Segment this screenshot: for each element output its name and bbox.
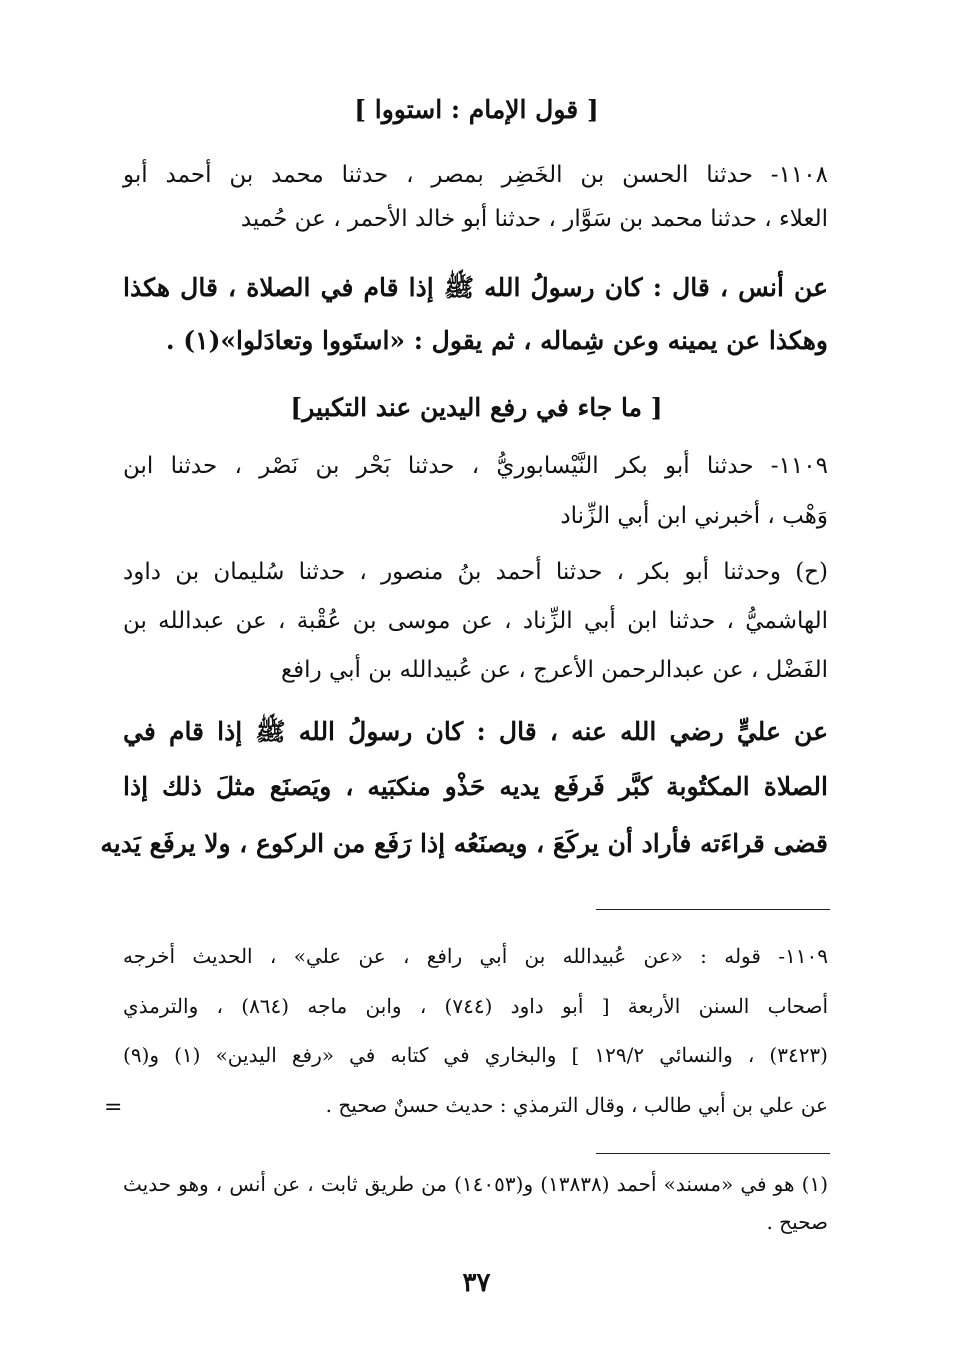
hadith-1109-matn-line-2: الصلاة المكتُوبة كبَّر فَرفَع يديه حَذْو منكبَيه ، ويَصنَع مثلَ ذلك إذا	[123, 772, 828, 801]
section-heading-istawu: [ قول الإمام : استووا ]	[354, 95, 599, 124]
takhrij-line-3: (٣٤٢٣) ، والنسائي ١٢٩/٢ ] والبخاري في كتابه في «رفع اليدين» (١) و(٩)	[123, 1043, 828, 1067]
footnote-separator	[596, 1153, 830, 1154]
hadith-1109-matn-line-3: قضى قراءَته فأراد أن يركَعَ ، ويصنَعُه إذا رَفَع من الركوع ، ولا يرفَع يَديه	[100, 829, 828, 858]
hadith-1108-matn-line-2: وهكذا عن يمينه وعن شِماله ، ثم يقول : «استَووا وتعادَلوا»(١) .	[165, 326, 828, 355]
hadith-1109-isnad-b-line-1: (ح) وحدثنا أبو بكر ، حدثنا أحمد بنُ منصور ، حدثنا سُليمان بن داود	[123, 559, 828, 585]
footnote-line-2: صحيح .	[766, 1210, 828, 1234]
section-heading-raf-al-yadayn: [ ما جاء في رفع اليدين عند التكبير]	[290, 393, 663, 422]
takhrij-separator	[596, 909, 830, 910]
hadith-1109-isnad-a-line-2: وَهْب ، أخبرني ابن أبي الزِّناد	[560, 503, 828, 529]
hadith-1109-isnad-b-line-3: الفَضْل ، عن عبدالرحمن الأعرج ، عن عُبيدالله بن أبي رافع	[280, 657, 828, 683]
continuation-mark: =	[104, 1095, 123, 1120]
hadith-1108-matn-line-1: عن أنس ، قال : كان رسولُ الله ﷺ إذا قام في الصلاة ، قال هكذا	[123, 273, 828, 302]
hadith-1108-isnad-line-1: ١١٠٨- حدثنا الحسن بن الخَضِر بمصر ، حدثنا محمد بن أحمد أبو	[123, 162, 828, 188]
takhrij-line-4: عن علي بن أبي طالب ، وقال الترمذي : حديث حسنٌ صحيح .	[325, 1093, 828, 1117]
hadith-1109-matn-line-1: عن عليٍّ رضي الله عنه ، قال : كان رسولُ الله ﷺ إذا قام في	[123, 717, 828, 746]
hadith-1108-isnad-line-2: العلاء ، حدثنا محمد بن سَوَّار ، حدثنا أبو خالد الأحمر ، عن حُميد	[240, 206, 828, 232]
takhrij-line-2: أصحاب السنن الأربعة [ أبو داود (٧٤٤) ، وابن ماجه (٨٦٤) ، والترمذي	[123, 994, 829, 1018]
hadith-1109-isnad-b-line-2: الهاشميُّ ، حدثنا ابن أبي الزِّناد ، عن موسى بن عُقْبة ، عن عبدالله بن	[123, 608, 828, 634]
footnote-line-1: (١) هو في «مسند» أحمد (١٣٨٣٨) و(١٤٠٥٣) من طريق ثابت ، عن أنس ، وهو حديث	[123, 1172, 828, 1196]
page-number: ٣٧	[462, 1268, 491, 1298]
hadith-1109-isnad-a-line-1: ١١٠٩- حدثنا أبو بكر النَّيْسابوريُّ ، حدثنا بَحْر بن نَصْر ، حدثنا ابن	[123, 453, 828, 479]
takhrij-line-1: ١١٠٩- قوله : «عن عُبيدالله بن أبي رافع ، عن علي» ، الحديث أخرجه	[123, 944, 828, 968]
